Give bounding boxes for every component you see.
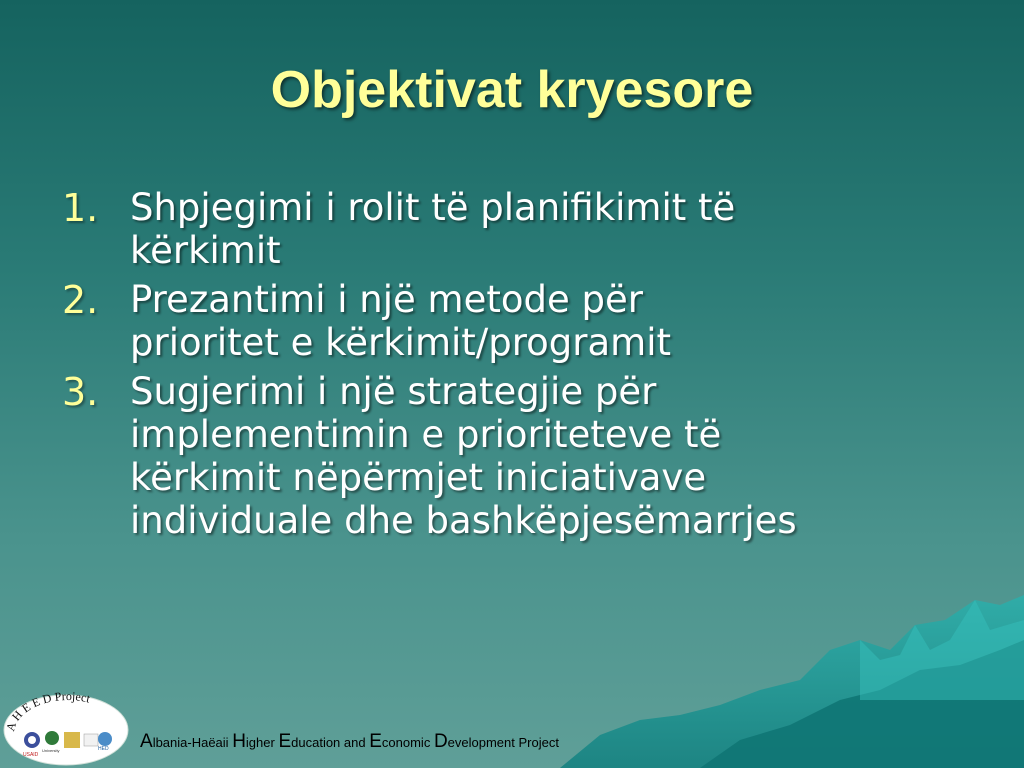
footer-word: conomic (381, 735, 434, 750)
logo-label-usaid: USAID (23, 752, 39, 758)
document-seal-icon (84, 734, 98, 746)
objective-item-3 (62, 370, 992, 542)
footer-initial: A (140, 731, 153, 752)
objective-text (130, 186, 735, 272)
objective-line: kërkimit nëpërmjet iniciativave (130, 456, 707, 499)
objective-line: implementimin e prioriteteve të (130, 413, 722, 456)
footer-word: ducation and (291, 735, 370, 750)
footer-initial: E (278, 731, 292, 752)
university-seal-icon (45, 731, 59, 745)
objective-item-2 (62, 278, 992, 364)
logo-label-university: University (42, 748, 60, 753)
slide-title: Objektivat kryesore (270, 61, 754, 119)
objective-number: 2. (62, 278, 99, 322)
objective-line: Prezantimi i një metode për (130, 278, 643, 321)
logo-arc-text: A H E E D Project (3, 690, 92, 733)
objective-text (130, 278, 671, 364)
logo-label-hed: HED (98, 746, 109, 752)
objective-line: individuale dhe bashkëpjesëmarrjes (130, 499, 797, 542)
objective-line: Shpjegimi i rolit të planifikimit të (130, 186, 736, 229)
objective-number: 3. (62, 370, 99, 414)
footer-initial: H (232, 731, 246, 752)
footer-initial: E (369, 731, 382, 752)
hed-logo-icon (98, 732, 112, 746)
objective-item-1 (62, 186, 992, 272)
footer-word: igher (245, 735, 279, 750)
footer-word: evelopment Project (447, 735, 559, 750)
objective-text (130, 370, 797, 542)
aheed-project-logo (2, 690, 132, 766)
footer-initial: D (433, 731, 448, 752)
objective-line: prioritet e kërkimit/programit (130, 321, 671, 364)
footer-word: lbania-Haëaii (152, 735, 233, 750)
objectives-list (62, 186, 992, 548)
footer-project-name (140, 731, 559, 753)
objective-line: kërkimit (130, 229, 281, 272)
objective-line: Sugjerimi i një strategjie për (130, 370, 657, 413)
objective-number: 1. (62, 186, 99, 230)
crest-icon (64, 732, 80, 748)
